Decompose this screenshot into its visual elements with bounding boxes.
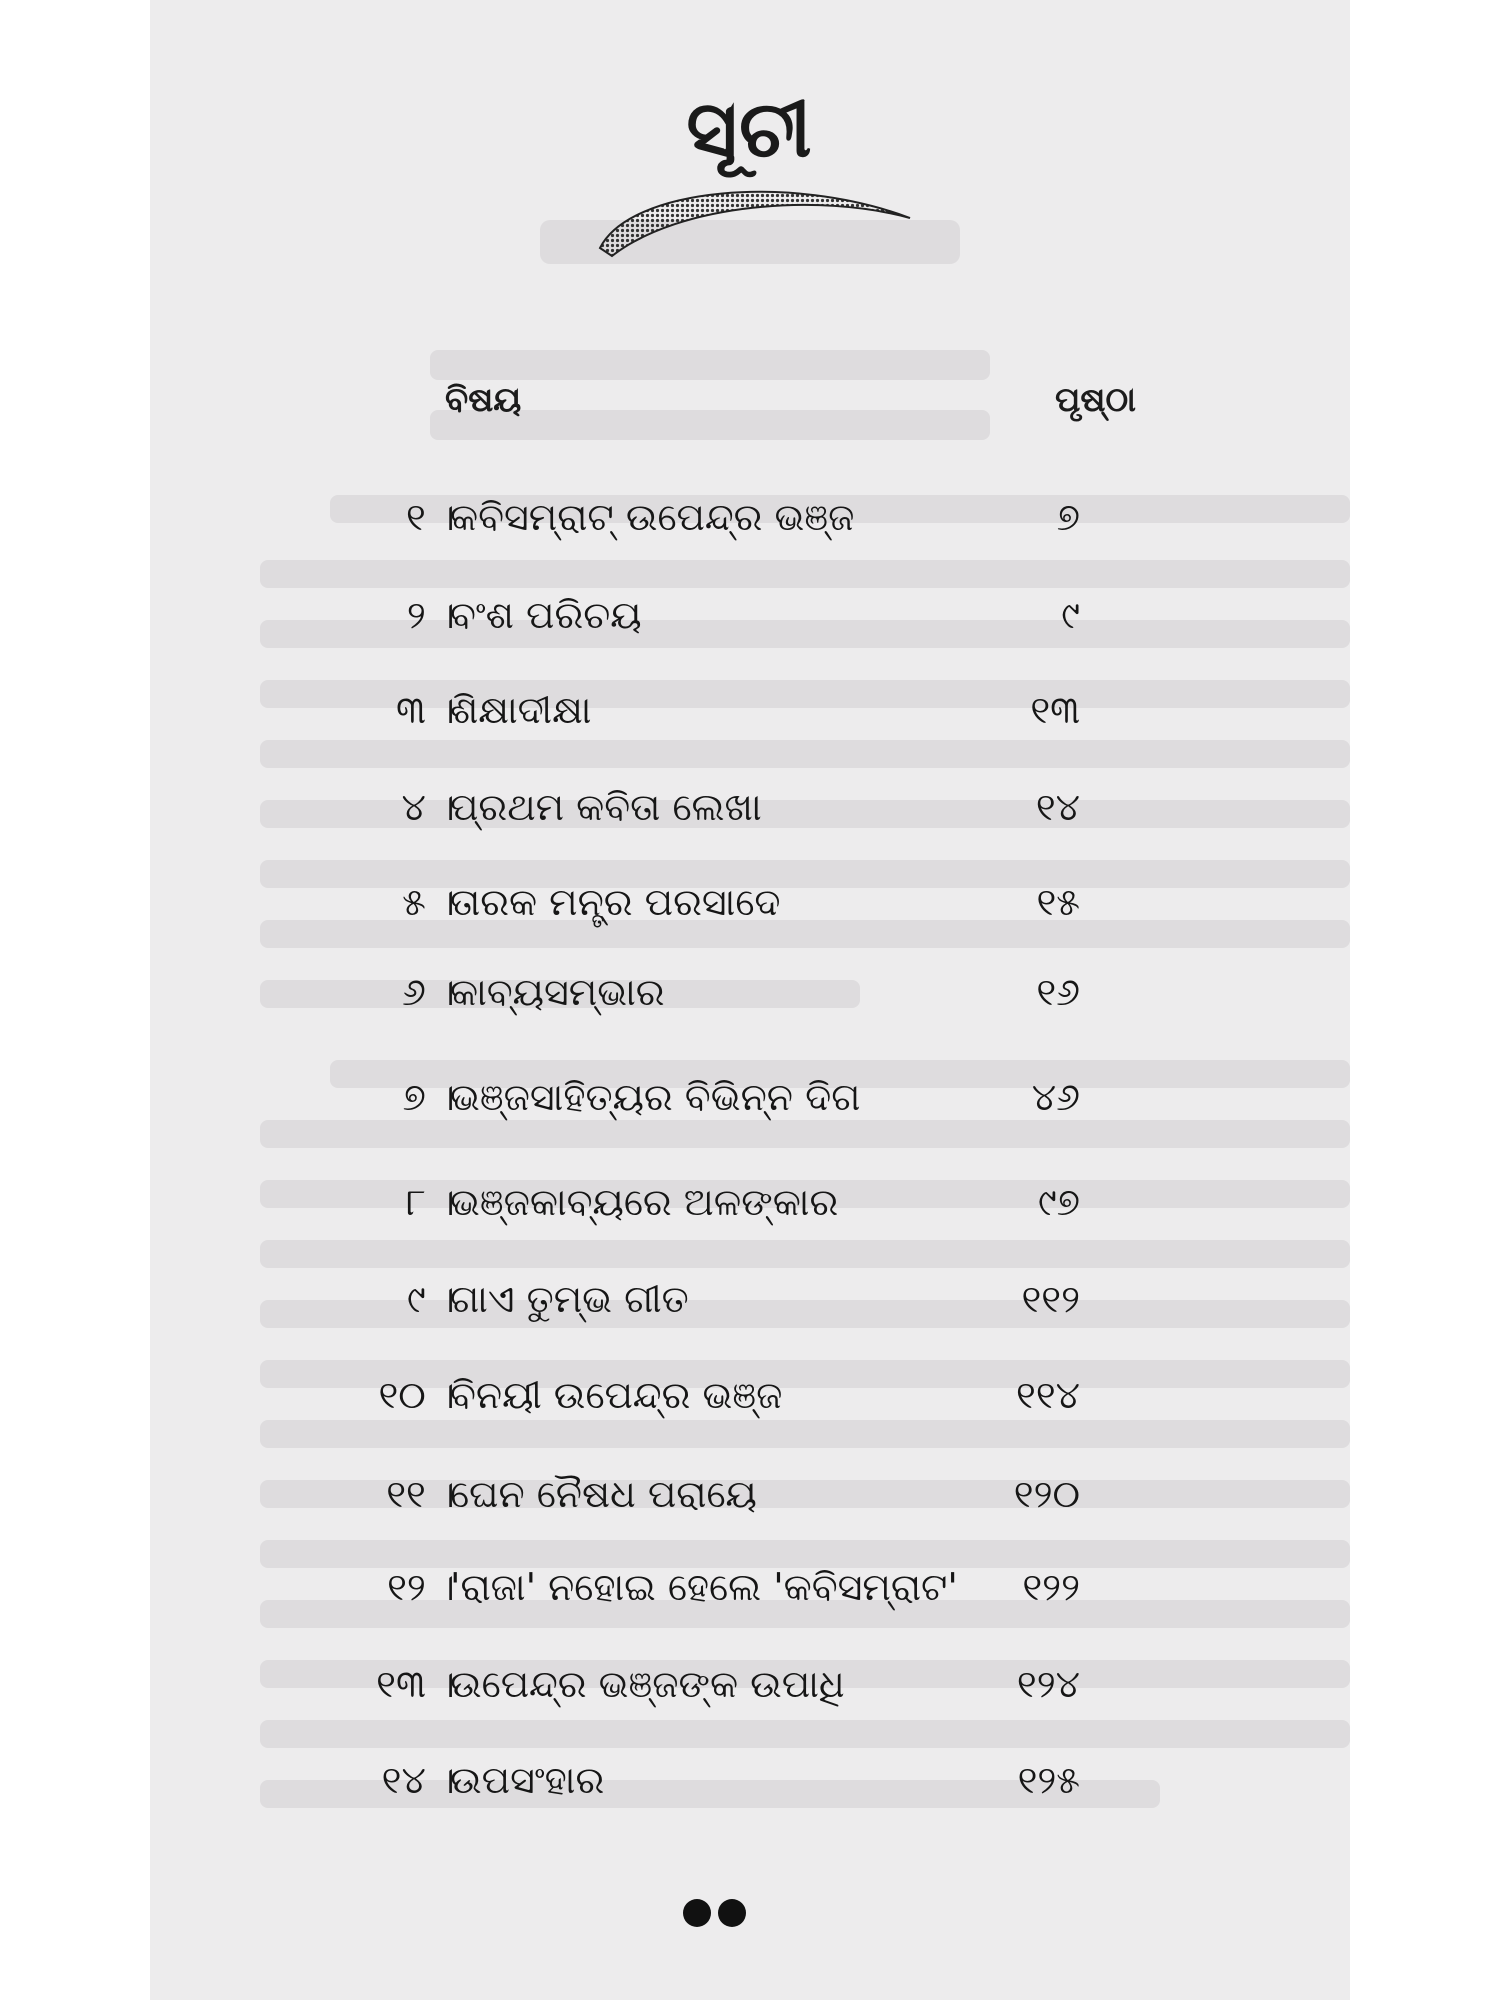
entry-title: ପ୍ରଥମ କବିତା ଲେଖା bbox=[450, 785, 762, 829]
entry-number: ୧୦ । bbox=[378, 1373, 455, 1417]
column-header-page: ପୃଷ୍ଠା bbox=[1055, 380, 1136, 420]
toc-entry bbox=[150, 1662, 1350, 1722]
entry-page: ୧୨୦ bbox=[1013, 1472, 1080, 1516]
toc-entry bbox=[150, 495, 1350, 555]
two-dots-ornament-icon bbox=[680, 1896, 750, 1930]
toc-entry bbox=[150, 1180, 1350, 1240]
entry-page: ୯୭ bbox=[1037, 1180, 1080, 1224]
entry-number: ୧ । bbox=[406, 495, 455, 539]
entry-number: ୨ । bbox=[406, 593, 455, 637]
toc-entry bbox=[150, 1277, 1350, 1337]
entry-title: ଉପସଂହାର bbox=[450, 1758, 605, 1802]
entry-number: ୫ । bbox=[402, 880, 455, 924]
entry-number: ୩ । bbox=[395, 688, 455, 732]
entry-title: ବିନୟୀ ଉପେନ୍ଦ୍ର ଭଞ୍ଜ bbox=[450, 1373, 783, 1417]
entry-number: ୧୧ । bbox=[386, 1472, 455, 1516]
entry-page: ୯ bbox=[1061, 593, 1080, 637]
entry-title: 'ରାଜା' ନହୋଇ ହେଲେ 'କବିସମ୍ରାଟ' bbox=[450, 1565, 958, 1609]
toc-entry bbox=[150, 593, 1350, 653]
entry-page: ୧୧୪ bbox=[1016, 1373, 1080, 1417]
entry-number: ୯ । bbox=[406, 1277, 455, 1321]
toc-entry bbox=[150, 1472, 1350, 1532]
entry-title: ଭଞ୍ଜକାବ୍ୟରେ ଅଳଙ୍କାର bbox=[450, 1180, 839, 1224]
entry-page: ୧୩ bbox=[1030, 688, 1080, 732]
entry-number: ୮ । bbox=[405, 1180, 455, 1224]
entry-number: ୬ । bbox=[401, 970, 455, 1014]
toc-entry bbox=[150, 785, 1350, 845]
entry-number: ୧୪ । bbox=[381, 1758, 455, 1802]
entry-title: ଶିକ୍ଷାଦୀକ୍ଷା bbox=[450, 688, 592, 732]
entry-page: ୧୪ bbox=[1035, 785, 1080, 829]
entry-page: ୭ bbox=[1056, 495, 1080, 539]
table-of-contents bbox=[150, 0, 1350, 2000]
column-header-topic: ବିଷୟ bbox=[445, 380, 522, 420]
toc-entry bbox=[150, 1075, 1350, 1135]
entry-title: ଗାଏ ତୁମ୍ଭ ଗୀତ bbox=[450, 1277, 689, 1321]
toc-entry bbox=[150, 1758, 1350, 1818]
entry-title: ବଂଶ ପରିଚୟ bbox=[450, 593, 642, 637]
entry-title: ତାରକ ମନ୍ତ୍ର ପରସାଦେ bbox=[450, 880, 781, 924]
toc-entry bbox=[150, 880, 1350, 940]
entry-number: ୧୨ । bbox=[387, 1565, 455, 1609]
entry-page: ୧୨୫ bbox=[1017, 1758, 1080, 1802]
entry-title: କବିସମ୍ରାଟ୍ ଉପେନ୍ଦ୍ର ଭଞ୍ଜ bbox=[450, 495, 855, 539]
entry-title: କାବ୍ୟସମ୍ଭାର bbox=[450, 970, 665, 1014]
entry-page: ୧୧୨ bbox=[1021, 1277, 1080, 1321]
page-title: ସୂଚୀ bbox=[686, 85, 814, 175]
toc-entry bbox=[150, 1373, 1350, 1433]
entry-number: ୭ । bbox=[402, 1075, 455, 1119]
entry-title: ଭଞ୍ଜସାହିତ୍ୟର ବିଭିନ୍ନ ଦିଗ bbox=[450, 1075, 861, 1119]
entry-page: ୧୨୪ bbox=[1016, 1662, 1080, 1706]
entry-page: ୧୫ bbox=[1036, 880, 1080, 924]
entry-page: ୪୬ bbox=[1031, 1075, 1080, 1119]
entry-number: ୪ । bbox=[401, 785, 455, 829]
book-page bbox=[150, 0, 1350, 2000]
entry-page: ୧୨୨ bbox=[1022, 1565, 1080, 1609]
entry-title: ଉପେନ୍ଦ୍ର ଭଞ୍ଜଙ୍କ ଉପାଧି bbox=[450, 1662, 845, 1706]
entry-title: ଘେନ ନୈଷଧ ପରାୟେ bbox=[450, 1472, 757, 1516]
toc-entry bbox=[150, 688, 1350, 748]
entry-page: ୧୬ bbox=[1036, 970, 1080, 1014]
toc-entry bbox=[150, 970, 1350, 1030]
toc-entry bbox=[150, 1565, 1350, 1625]
entry-number: ୧୩ । bbox=[376, 1662, 455, 1706]
